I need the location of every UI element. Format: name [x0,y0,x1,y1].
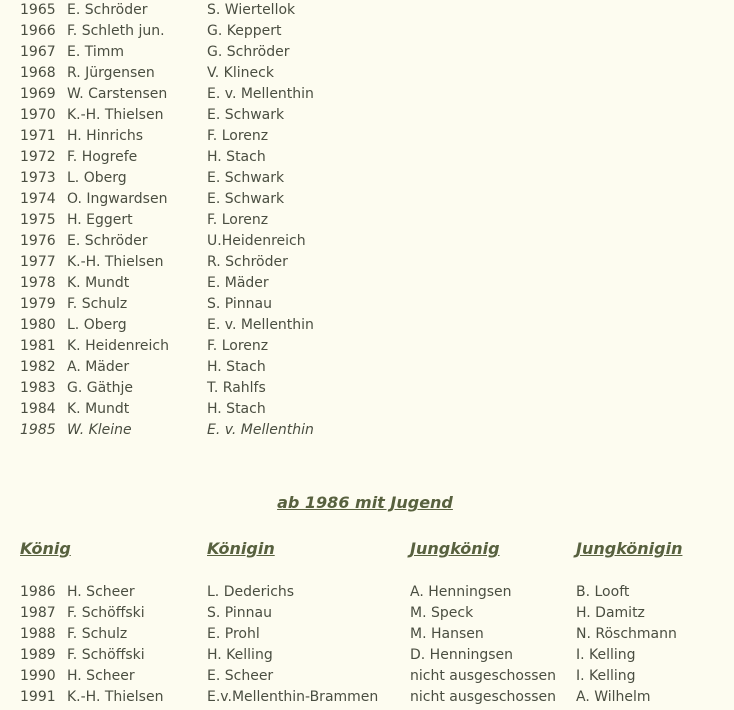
koenig-name: K.-H. Thielsen [67,107,164,123]
koenig-name: K.-H. Thielsen [67,689,164,705]
koenig-name: L. Oberg [67,170,127,186]
year: 1989 [20,647,56,663]
year: 1973 [20,170,56,186]
koenig-name: F. Hogrefe [67,149,138,165]
koenigin-name: S. Pinnau [207,605,273,621]
header-koenigin: Königin [207,539,275,558]
koenig-name: H. Scheer [67,668,135,684]
koenigin-name: E. Schwark [207,191,285,207]
jungkoenig-name: D. Henningsen [410,647,513,663]
koenig-name: L. Oberg [67,317,127,333]
koenigin-name: E. v. Mellenthin [207,86,314,102]
year: 1981 [20,338,56,354]
koenig-name: F. Schöffski [67,605,145,621]
year: 1983 [20,380,56,396]
year: 1966 [20,23,56,39]
year: 1971 [20,128,56,144]
koenig-name: K. Mundt [67,401,130,417]
koenig-name: E. Schröder [67,233,148,249]
koenig-name: W. Carstensen [67,86,168,102]
year: 1991 [20,689,56,705]
koenigin-name: T. Rahlfs [207,380,266,396]
koenigin-name: H. Stach [207,401,266,417]
koenigin-name: L. Dederichs [207,584,295,600]
koenigin-name: H. Stach [207,359,266,375]
jungkoenig-name: A. Henningsen [410,584,512,600]
section-title: ab 1986 mit Jugend [277,493,453,512]
koenig-name: R. Jürgensen [67,65,155,81]
jungkoenigin-name: B. Looft [576,584,630,600]
koenigin-name: U.Heidenreich [207,233,306,249]
koenig-name: F. Schulz [67,626,128,642]
year: 1980 [20,317,56,333]
koenigin-name: F. Lorenz [207,128,269,144]
year: 1988 [20,626,56,642]
koenigin-name: R. Schröder [207,254,288,270]
koenig-name: F. Schulz [67,296,128,312]
jungkoenigin-name: N. Röschmann [576,626,677,642]
koenigin-name: E. Scheer [207,668,274,684]
year: 1982 [20,359,56,375]
koenig-name: H. Scheer [67,584,135,600]
koenig-name: H. Hinrichs [67,128,143,144]
year: 1965 [20,2,56,18]
koenigin-name: V. Klineck [207,65,274,81]
koenig-name: E. Schröder [67,2,148,18]
koenig-name: H. Eggert [67,212,133,228]
year: 1976 [20,233,56,249]
year: 1984 [20,401,56,417]
header-koenig: König [20,539,71,558]
jungkoenigin-name: I. Kelling [576,647,636,663]
year: 1968 [20,65,56,81]
year: 1987 [20,605,56,621]
koenigin-name: G. Keppert [207,23,282,39]
jungkoenigin-name: H. Damitz [576,605,645,621]
year: 1977 [20,254,56,270]
koenig-name: O. Ingwardsen [67,191,168,207]
koenigin-name: H. Kelling [207,647,273,663]
koenigin-name: S. Pinnau [207,296,273,312]
koenig-name: K. Heidenreich [67,338,170,354]
year: 1970 [20,107,56,123]
koenig-name: F. Schöffski [67,647,145,663]
year: 1986 [20,584,56,600]
koenigin-name: E. v. Mellenthin [207,317,314,333]
koenig-name: W. Kleine [67,422,132,438]
header-jungkoenig: Jungkönig [410,539,500,558]
koenigin-name: F. Lorenz [207,338,269,354]
koenigin-name: E. Mäder [207,275,269,291]
jungkoenig-name: nicht ausgeschossen [410,668,557,684]
koenigin-name: E. v. Mellenthin [207,422,314,438]
koenig-name: E. Timm [67,44,125,60]
koenigin-name: S. Wiertellok [207,2,296,18]
year: 1969 [20,86,56,102]
year: 1972 [20,149,56,165]
koenig-name: F. Schleth jun. [67,23,165,39]
jungkoenigin-name: A. Wilhelm [576,689,651,705]
year: 1978 [20,275,56,291]
koenig-name: G. Gäthje [67,380,134,396]
year: 1990 [20,668,56,684]
koenig-name: A. Mäder [67,359,130,375]
jungkoenig-name: nicht ausgeschossen [410,689,557,705]
koenigin-name: E. Prohl [207,626,260,642]
year: 1967 [20,44,56,60]
koenigin-name: E. Schwark [207,170,285,186]
koenigin-name: E.v.Mellenthin-Brammen [207,689,379,705]
koenig-name: K.-H. Thielsen [67,254,164,270]
koenigin-name: F. Lorenz [207,212,269,228]
year: 1985 [20,422,56,438]
year: 1974 [20,191,56,207]
jungkoenigin-name: I. Kelling [576,668,636,684]
year: 1979 [20,296,56,312]
koenigin-name: E. Schwark [207,107,285,123]
jungkoenig-name: M. Speck [410,605,474,621]
header-jungkoenigin: Jungkönigin [576,539,683,558]
jungkoenig-name: M. Hansen [410,626,484,642]
koenigin-name: G. Schröder [207,44,290,60]
year: 1975 [20,212,56,228]
koenig-name: K. Mundt [67,275,130,291]
koenigin-name: H. Stach [207,149,266,165]
